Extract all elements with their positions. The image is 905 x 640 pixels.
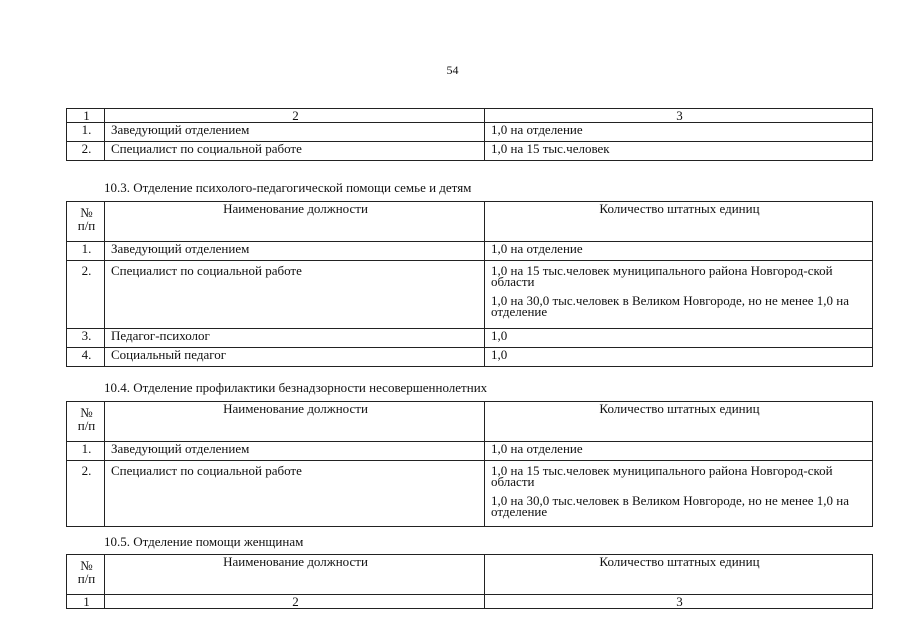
col-number-1: 1 [67,595,105,609]
table-row [67,329,873,348]
header-position-name: Наименование должности [105,402,485,442]
staff-quantity [485,261,873,329]
col-number-2: 2 [105,109,485,123]
staff-quantity: 1,0 на отделение [485,123,873,142]
staff-quantity-city: 1,0 на 30,0 тыс.человек в Великом Новгороде, но не менее 1,0 на отделение [491,293,849,319]
header-staff-quantity: Количество штатных единиц [485,202,873,242]
staff-quantity: 1,0 на отделение [485,242,873,261]
staff-quantity: 1,0 на 15 тыс.человек [485,142,873,161]
header-position-name: Наименование должности [105,555,485,595]
row-number: 1. [67,123,105,142]
header-number-abbr: п/п [77,571,96,586]
staff-table-10-5 [66,554,873,609]
staff-table-10-4 [66,401,873,527]
staff-quantity: 1,0 [485,329,873,348]
col-number-1: 1 [67,109,105,123]
table-header-row [67,202,873,242]
page-number: 54 [446,63,459,77]
section-heading-10-3: 10.3. Отделение психолого-педагогической помощи семье и детям [104,180,472,195]
position-name: Специалист по социальной работе [105,261,485,329]
position-name: Специалист по социальной работе [105,461,485,527]
header-number [67,402,105,442]
table-header-row [67,555,873,595]
position-name: Заведующий отделением [105,442,485,461]
position-name: Заведующий отделением [105,123,485,142]
staff-table-continuation [66,108,873,161]
header-number-abbr: п/п [77,218,96,233]
table-row [67,123,873,142]
position-name: Педагог-психолог [105,329,485,348]
table-row [67,261,873,329]
header-number-sign: № [80,558,93,573]
position-name: Заведующий отделением [105,242,485,261]
column-number-row [67,595,873,609]
table-row [67,142,873,161]
header-number [67,555,105,595]
staff-quantity: 1,0 на отделение [485,442,873,461]
staff-table-10-3 [66,201,873,367]
header-number-sign: № [80,205,93,220]
row-number: 3. [67,329,105,348]
col-number-2: 2 [105,595,485,609]
row-number: 2. [67,261,105,329]
staff-quantity [485,461,873,527]
staff-quantity-district: 1,0 на 15 тыс.человек муниципального района Новгород-ской области [491,263,833,289]
header-number [67,202,105,242]
column-number-row [67,109,873,123]
staff-quantity-district: 1,0 на 15 тыс.человек муниципального района Новгород-ской области [491,463,833,489]
header-staff-quantity: Количество штатных единиц [485,555,873,595]
section-heading-10-5: 10.5. Отделение помощи женщинам [104,534,304,549]
row-number: 2. [67,142,105,161]
header-position-name: Наименование должности [105,202,485,242]
header-number-abbr: п/п [77,418,96,433]
table-row [67,242,873,261]
staff-quantity-city: 1,0 на 30,0 тыс.человек в Великом Новгороде, но не менее 1,0 на отделение [491,493,849,519]
position-name: Специалист по социальной работе [105,142,485,161]
row-number: 2. [67,461,105,527]
row-number: 1. [67,242,105,261]
row-number: 1. [67,442,105,461]
staff-quantity: 1,0 [485,348,873,367]
table-row [67,442,873,461]
header-staff-quantity: Количество штатных единиц [485,402,873,442]
row-number: 4. [67,348,105,367]
position-name: Социальный педагог [105,348,485,367]
col-number-3: 3 [485,595,873,609]
section-heading-10-4: 10.4. Отделение профилактики безнадзорности несовершеннолетних [104,380,488,395]
table-row [67,461,873,527]
col-number-3: 3 [485,109,873,123]
table-row [67,348,873,367]
header-number-sign: № [80,405,93,420]
table-header-row [67,402,873,442]
